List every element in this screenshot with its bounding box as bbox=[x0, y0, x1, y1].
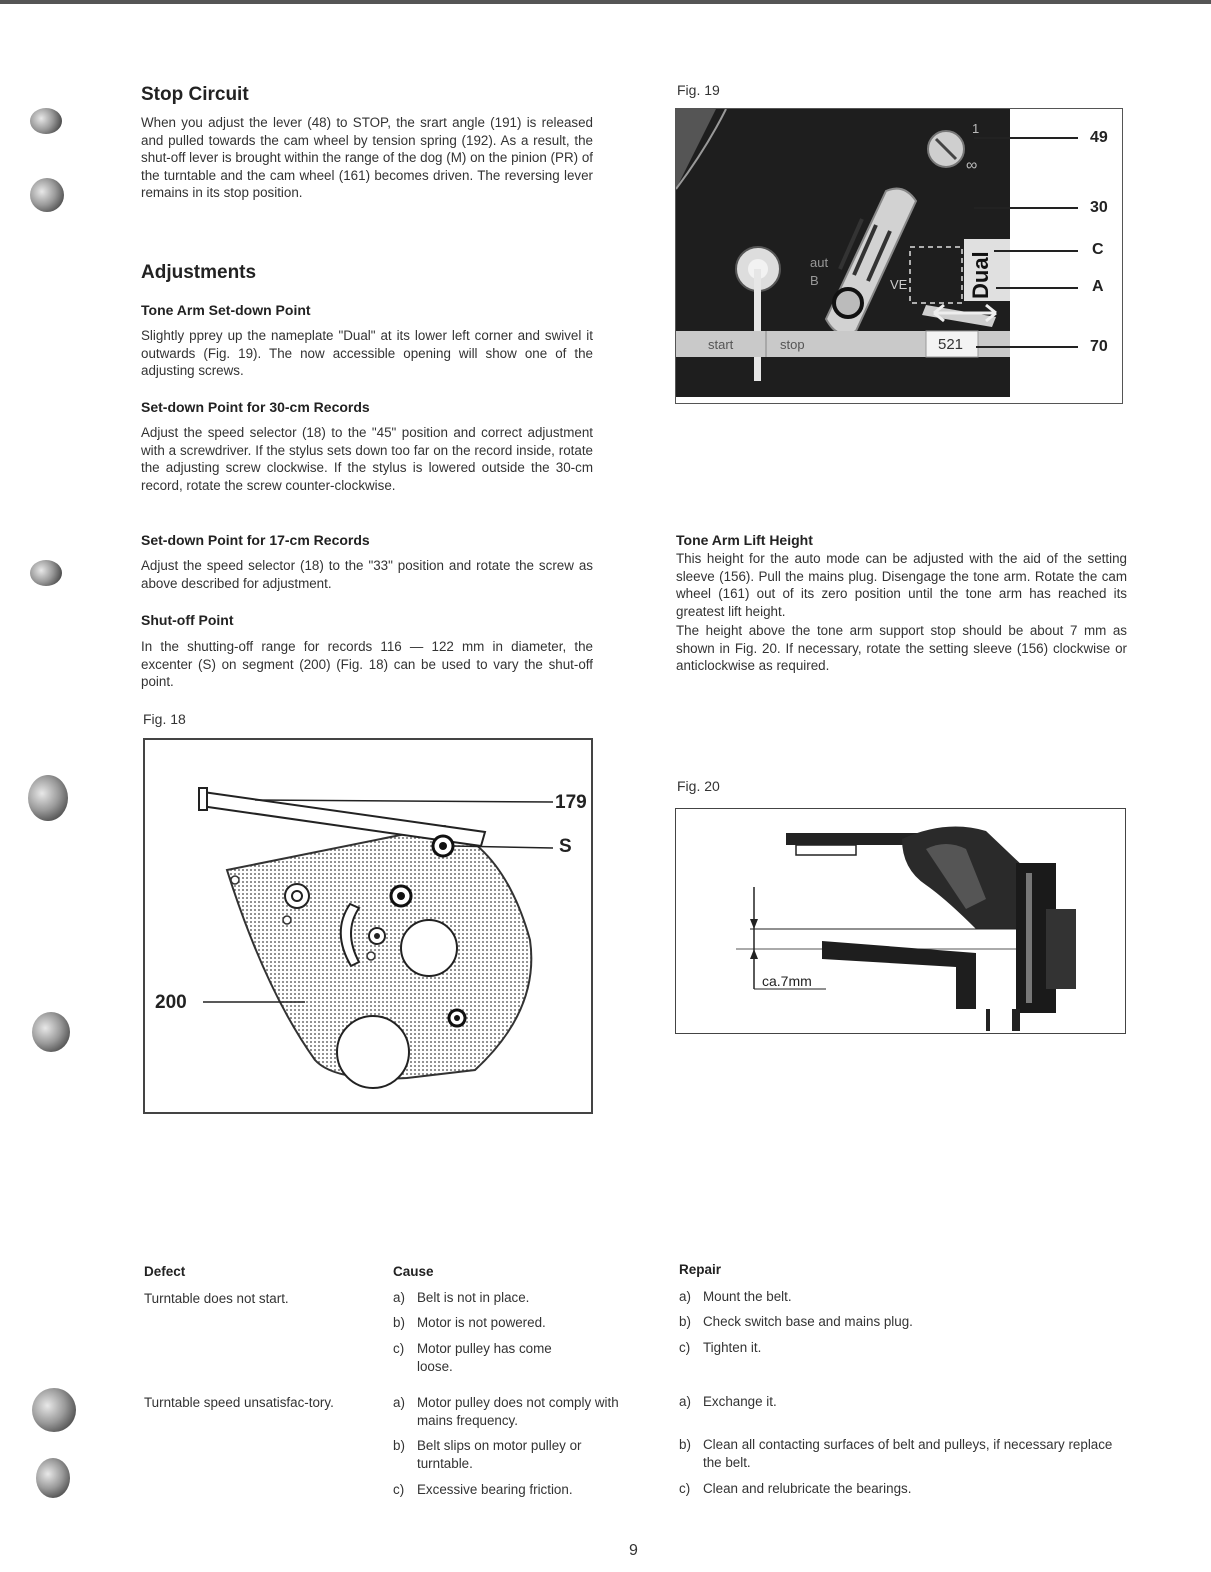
leader-line bbox=[976, 346, 1078, 348]
stop-circuit-title: Stop Circuit bbox=[141, 84, 249, 105]
fig18-drawing bbox=[145, 740, 591, 1112]
fig19-ve-label: VE bbox=[890, 277, 908, 292]
leader-line bbox=[974, 207, 1078, 209]
cause-1c: c) Motor pulley has come loose. bbox=[393, 1341, 552, 1374]
fig19-callout-30: 30 bbox=[1090, 199, 1108, 216]
binder-hole bbox=[30, 108, 62, 134]
page-number: 9 bbox=[629, 1542, 638, 1559]
repair-1c: c) Tighten it. bbox=[679, 1340, 762, 1355]
binder-hole bbox=[32, 1388, 76, 1432]
fig18-callout-200: 200 bbox=[155, 992, 187, 1013]
defect-2: Turntable speed unsatisfac-tory. bbox=[144, 1395, 334, 1410]
fig18-callout-179: 179 bbox=[555, 792, 587, 813]
repair-1b: b) Check switch base and mains plug. bbox=[679, 1314, 913, 1329]
cause-1b: b) Motor is not powered. bbox=[393, 1315, 546, 1330]
cause-2b: b) Belt slips on motor pulley or turntable. bbox=[393, 1438, 582, 1471]
fig19-start-label: start bbox=[708, 337, 734, 352]
lift-height-heading: Tone Arm Lift Height bbox=[676, 532, 813, 548]
stop-circuit-text: When you adjust the lever (48) to STOP, the srart angle (191) is released and pulled towards the cam wheel by tension spring (192). As a result, the shut-off lever is brought within the range of the dog (M) on the pinion (PR) of the turntable and the cam wheel (161) becomes driven. The reversing lever remains in its stop position. bbox=[141, 115, 593, 201]
cause-2c: c) Excessive bearing friction. bbox=[393, 1482, 573, 1497]
binder-hole bbox=[32, 1012, 70, 1052]
lift-height-text2: The height above the tone arm support stop should be about 7 mm as shown in Fig. 20. If necessary, rotate the setting sleeve (156) clockwise or anticlockwise as required. bbox=[676, 623, 1127, 674]
repair-2b: b) Clean all contacting surfaces of belt and pulleys, if necessary replace the belt. bbox=[679, 1437, 1113, 1470]
fig19-callout-49: 49 bbox=[1090, 129, 1108, 146]
fig19-callout-c: C bbox=[1092, 241, 1104, 258]
cause-1a: a) Belt is not in place. bbox=[393, 1290, 530, 1305]
binder-hole bbox=[36, 1458, 70, 1498]
setdown-30-heading: Set-down Point for 30-cm Records bbox=[141, 399, 370, 415]
fig19-one-mark: 1 bbox=[972, 121, 980, 136]
fig19-infinity-mark: ∞ bbox=[966, 157, 978, 174]
repair-2c: c) Clean and relubricate the bearings. bbox=[679, 1481, 912, 1496]
setdown-30-text: Adjust the speed selector (18) to the "45" position and correct adjustment with a screwdriver. If the stylus sets down too far on the record inside, rotate the adjusting screw clockwise. If the stylus is lowered outside the 30-cm record, rotate the screw counter-clockwise. bbox=[141, 425, 593, 493]
fig19-panel-drawing bbox=[676, 109, 1010, 397]
defect-1: Turntable does not start. bbox=[144, 1291, 289, 1306]
fig19-dual-nameplate: Dual bbox=[968, 251, 993, 299]
fig19-photo bbox=[676, 109, 1010, 397]
leader-line bbox=[974, 137, 1078, 139]
repair-1a: a) Mount the belt. bbox=[679, 1289, 792, 1304]
fig20-drawing bbox=[676, 809, 1124, 1031]
fig18-frame bbox=[143, 738, 593, 1114]
fig20-measure-label: ca.7mm bbox=[762, 973, 812, 989]
tone-arm-setdown-text: Slightly pprey up the nameplate "Dual" at its lower left corner and swivel it outwards (Fig. 19). The now accessible opening will show one of the adjusting screws. bbox=[141, 328, 593, 379]
setdown-17-text: Adjust the speed selector (18) to the "33" position and rotate the screw as above described for adjustment. bbox=[141, 558, 593, 591]
shutoff-text: In the shutting-off range for records 116 — 122 mm in diameter, the excenter (S) on segment (200) (Fig. 18) can be used to vary the shut-off point. bbox=[141, 639, 593, 690]
binder-hole bbox=[28, 775, 68, 821]
leader-line bbox=[996, 287, 1078, 289]
fig19-aut-label: aut bbox=[810, 255, 829, 270]
fig20-label: Fig. 20 bbox=[677, 778, 720, 794]
repair-2a: a) Exchange it. bbox=[679, 1394, 777, 1409]
fig19-model-number: 521 bbox=[938, 336, 964, 353]
fig19-stop-label: stop bbox=[780, 337, 805, 352]
defect-header: Defect bbox=[144, 1264, 186, 1279]
binder-hole bbox=[30, 178, 64, 212]
tone-arm-setdown-heading: Tone Arm Set-down Point bbox=[141, 302, 311, 318]
fig19-callout-70: 70 bbox=[1090, 338, 1108, 355]
adjustments-title: Adjustments bbox=[141, 262, 257, 283]
fig19-b-label: B bbox=[810, 273, 819, 288]
fig19-label: Fig. 19 bbox=[677, 82, 720, 98]
setdown-17-heading: Set-down Point for 17-cm Records bbox=[141, 532, 370, 548]
repair-header: Repair bbox=[679, 1262, 722, 1277]
fig19-frame bbox=[675, 108, 1123, 404]
fig20-frame bbox=[675, 808, 1126, 1034]
binder-hole bbox=[30, 560, 62, 586]
fig18-callout-s: S bbox=[559, 836, 572, 857]
leader-line bbox=[994, 250, 1078, 252]
top-rule bbox=[0, 0, 1211, 4]
shutoff-heading: Shut-off Point bbox=[141, 612, 234, 628]
fig19-callout-a: A bbox=[1092, 278, 1104, 295]
lift-height-text1: This height for the auto mode can be adjusted with the aid of the setting sleeve (156). Pull the mains plug. Disengage the tone arm. Rotate the cam wheel (161) out of its zero position until the tone arm has reached its greatest lift height. bbox=[676, 551, 1127, 619]
cause-header: Cause bbox=[393, 1264, 434, 1279]
cause-2a: a) Motor pulley does not comply with mains frequency. bbox=[393, 1395, 619, 1428]
fig18-label: Fig. 18 bbox=[143, 711, 186, 727]
